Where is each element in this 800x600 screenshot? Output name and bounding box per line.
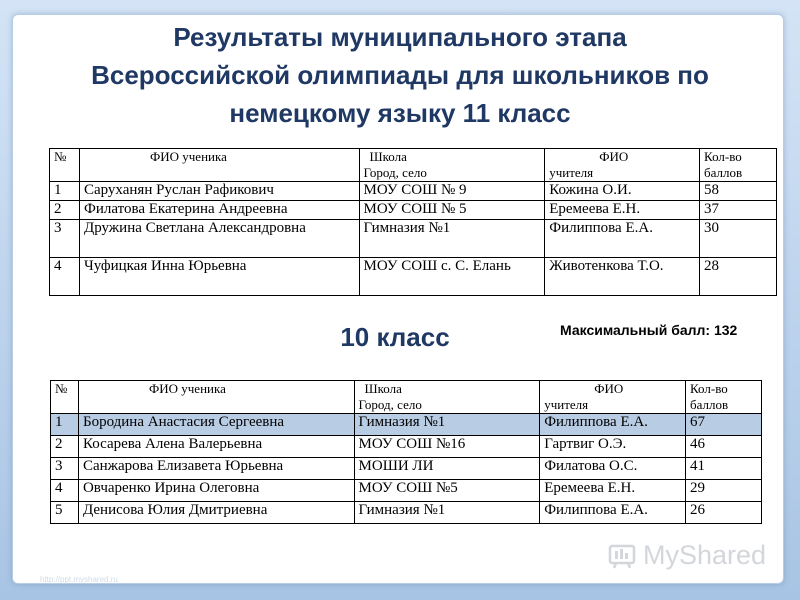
cell-score: 41 [686,458,762,480]
max-score-label: Максимальный балл: 132 [560,322,738,338]
header-teacher-line-1: ФИО [599,149,629,164]
cell-fio: Санжарова Елизавета Юрьевна [78,458,354,480]
cell-school: МОУ СОШ с. С. Елань [359,258,545,296]
header-num: № [50,149,80,182]
title-line-2: Всероссийской олимпиады для школьников по [91,60,709,90]
header-school-line-1: Школа [364,381,402,396]
header-school [354,381,540,414]
page-title [30,18,770,132]
header-teacher [545,149,700,182]
cell-num: 5 [51,502,79,524]
table-header-row [51,381,762,414]
cell-teacher: Гартвиг О.Э. [540,436,686,458]
cell-teacher: Филиппова Е.А. [540,502,686,524]
cell-teacher: Филиппова Е.А. [545,220,700,258]
cell-school: Гимназия №1 [354,502,540,524]
header-fio: ФИО ученика [78,381,354,414]
table-row [51,458,762,480]
header-score [686,381,762,414]
cell-num: 3 [50,220,80,258]
table-row [50,258,777,296]
grade10-heading: 10 класс [340,322,450,352]
table-header-row [50,149,777,182]
watermark-url: http://ppt.myshared.ru [40,575,118,584]
header-teacher-line-2: учителя [544,397,589,412]
watermark-text: MyShared [643,539,767,570]
header-teacher-line-1: ФИО [594,381,624,396]
cell-fio: Косарева Алена Валерьевна [78,436,354,458]
cell-fio: Бородина Анастасия Сергеевна [78,414,354,436]
table-row [50,182,777,201]
cell-school: МОУ СОШ №5 [354,480,540,502]
cell-school: Гимназия №1 [354,414,540,436]
cell-num: 2 [51,436,79,458]
cell-fio: Дружина Светлана Александровна [79,220,359,258]
cell-score: 26 [686,502,762,524]
table-row [51,502,762,524]
table-row [51,480,762,502]
cell-num: 1 [50,182,80,201]
cell-num: 4 [50,258,80,296]
cell-fio: Саруханян Руслан Рафикович [79,182,359,201]
cell-score: 29 [686,480,762,502]
title-line-3: немецкому языку 11 класс [229,98,571,128]
header-school-line-2: Город, село [363,165,427,180]
cell-teacher: Еремеева Е.Н. [545,201,700,220]
cell-num: 3 [51,458,79,480]
cell-score: 30 [700,220,777,258]
table-row [50,201,777,220]
cell-score: 67 [686,414,762,436]
cell-teacher: Кожина О.И. [545,182,700,201]
cell-score: 28 [700,258,777,296]
header-score [700,149,777,182]
cell-teacher: Филиппова Е.А. [540,414,686,436]
header-num: № [51,381,79,414]
cell-num: 1 [51,414,79,436]
cell-fio: Овчаренко Ирина Олеговна [78,480,354,502]
cell-fio: Денисова Юлия Дмитриевна [78,502,354,524]
header-score-line-2: баллов [690,397,729,412]
grade10-results-table [50,380,762,524]
table-row [51,436,762,458]
cell-school: МОУ СОШ № 5 [359,201,545,220]
cell-school: МОУ СОШ № 9 [359,182,545,201]
cell-fio: Чуфицкая Инна Юрьевна [79,258,359,296]
cell-school: МОУ СОШ №16 [354,436,540,458]
title-line-1: Результаты муниципального этапа [173,22,627,52]
table-row-highlighted [51,414,762,436]
header-school [359,149,545,182]
cell-teacher: Еремеева Е.Н. [540,480,686,502]
header-score-line-1: Кол-во [690,381,728,396]
header-score-line-1: Кол-во [704,149,742,164]
cell-num: 2 [50,201,80,220]
header-school-line-1: Школа [369,149,407,164]
cell-teacher: Филатова О.С. [540,458,686,480]
cell-fio: Филатова Екатерина Андреевна [79,201,359,220]
table-row [50,220,777,258]
grade11-results-table [49,148,777,296]
myshared-logo-icon [607,540,637,570]
cell-school: Гимназия №1 [359,220,545,258]
watermark [607,537,766,573]
header-score-line-2: баллов [704,165,743,180]
header-school-line-2: Город, село [358,397,422,412]
cell-num: 4 [51,480,79,502]
cell-school: МОШИ ЛИ [354,458,540,480]
cell-score: 37 [700,201,777,220]
cell-teacher: Животенкова Т.О. [545,258,700,296]
header-fio: ФИО ученика [79,149,359,182]
header-teacher-line-2: учителя [549,165,594,180]
header-teacher [540,381,686,414]
cell-score: 58 [700,182,777,201]
cell-score: 46 [686,436,762,458]
